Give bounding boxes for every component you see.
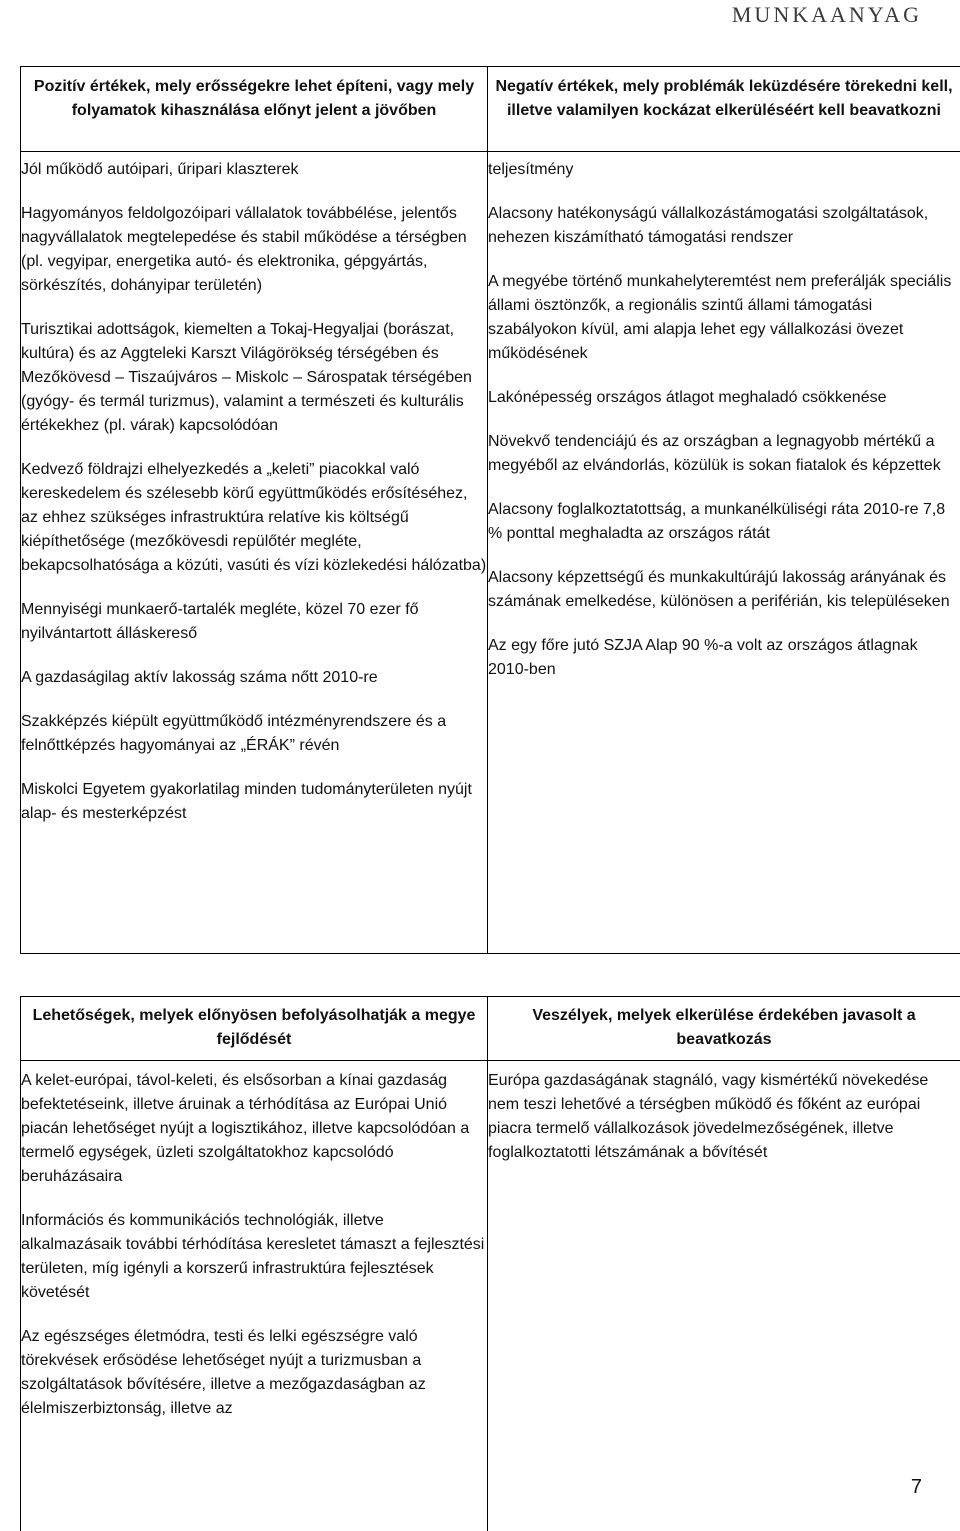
opportunity-item: Információs és kommunikációs technológiák, illetve alkalmazásaik további térhódítása keresletet támaszt a fejlesztési területen, míg igényli a korszerű infrastruktúra fejlesztések követését [21, 1209, 487, 1305]
threat-item: Európa gazdaságának stagnáló, vagy kismértékű növekedése nem teszi lehetővé a térségben működő és főként az európai piacra termelő vállalkozások jövedelmezőségének, illetve foglalkoztatotti létszámának a bővítését [488, 1069, 960, 1165]
weakness-item: Alacsony foglalkoztatottság, a munkanélküliségi ráta 2010-re 7,8 % ponttal meghaladta az országos rátát [488, 498, 960, 546]
strength-item: Miskolci Egyetem gyakorlatilag minden tudományterületen nyújt alap- és mesterképzést [21, 778, 487, 826]
swot-table-strengths-weaknesses [20, 66, 960, 954]
opportunity-item: A kelet-európai, távol-keleti, és elsősorban a kínai gazdaság befektetéseink, illetve áruinak a térhódítása az Európai Unió piacán lehetőséget nyújt a logisztikához, illetve kapcsolódóan a termelő egységek, üzleti szolgáltatokhoz kapcsolódó beruházásaira [21, 1069, 487, 1189]
weakness-item: Növekvő tendenciájú és az országban a legnagyobb mértékű a megyéből az elvándorlás, közülük is sokan fiatalok és képzettek [488, 430, 960, 478]
strength-item: Turisztikai adottságok, kiemelten a Tokaj-Hegyaljai (borászat, kultúra) és az Aggteleki Karszt Világörökség térségében és Mezőkövesd – Tiszaújváros – Miskolc – Sárospatak térségében (gyógy- és termál turizmus), valamint a természeti és kulturális értékekhez (pl. várak) kapcsolódóan [21, 318, 487, 438]
strength-item: Hagyományos feldolgozóipari vállalatok továbbélése, jelentős nagyvállalatok megtelepedése és stabil működése a térségben (pl. vegyipar, energetika autó- és elektronika, gépgyártás, sörkészítés, dohányipar területén) [21, 202, 487, 298]
weakness-item: A megyébe történő munkahelyteremtést nem preferálják speciális állami ösztönzők, a regionális szintű állami támogatási szabályokon kívül, ami alapja lehet egy vállalkozási övezet működésének [488, 270, 960, 366]
weaknesses-cell [488, 152, 960, 954]
opportunities-header: Lehetőségek, melyek előnyösen befolyásolhatják a megye fejlődését [21, 997, 488, 1061]
weakness-item: Az egy főre jutó SZJA Alap 90 %-a volt az országos átlagnak 2010-ben [488, 634, 960, 682]
strengths-header: Pozitív értékek, mely erősségekre lehet építeni, vagy mely folyamatok kihasználása előnyt jelent a jövőben [21, 67, 488, 152]
strength-item: A gazdaságilag aktív lakosság száma nőtt 2010-re [21, 666, 487, 690]
threats-cell [488, 1061, 960, 1531]
weakness-item: Alacsony képzettségű és munkakultúrájú lakosság arányának és számának emelkedése, különösen a periférián, kis településeken [488, 566, 960, 614]
strengths-cell [21, 152, 488, 954]
threats-header: Veszélyek, melyek elkerülése érdekében javasolt a beavatkozás [488, 997, 960, 1061]
strength-item: Mennyiségi munkaerő-tartalék megléte, közel 70 ezer fő nyilvántartott álláskereső [21, 598, 487, 646]
strength-item: Szakképzés kiépült együttműködő intézményrendszere és a felnőttképzés hagyományai az „ÉRÁK” révén [21, 710, 487, 758]
weakness-item: Lakónépesség országos átlagot meghaladó csökkenése [488, 386, 960, 410]
weaknesses-header: Negatív értékek, mely problémák leküzdésére törekedni kell, illetve valamilyen kockázat elkerüléséért kell beavatkozni [488, 67, 960, 152]
swot-table-opportunities-threats [20, 996, 960, 1531]
weakness-item: Alacsony hatékonyságú vállalkozástámogatási szolgáltatások, nehezen kiszámítható támogatási rendszer [488, 202, 960, 250]
weakness-item: teljesítmény [488, 158, 960, 182]
page-number: 7 [911, 1476, 922, 1499]
strength-item: Kedvező földrajzi elhelyezkedés a „keleti” piacokkal való kereskedelem és szélesebb körű együttműködés erősítéséhez, az ehhez szükséges infrastruktúra relatíve kis költségű kiépíthetősége (mezőkövesdi repülőtér megléte, bekapcsolhatósága a közúti, vasúti és vízi közlekedési hálózatba) [21, 458, 487, 578]
running-head: MUNKAANYAG [732, 2, 922, 28]
opportunity-item: Az egészséges életmódra, testi és lelki egészségre való törekvések erősödése lehetőséget nyújt a turizmusban a szolgáltatások bővítésére, illetve a mezőgazdaságban az élelmiszerbiztonság, illetve az [21, 1325, 487, 1421]
opportunities-cell [21, 1061, 488, 1531]
strength-item: Jól működő autóipari, űripari klaszterek [21, 158, 487, 182]
